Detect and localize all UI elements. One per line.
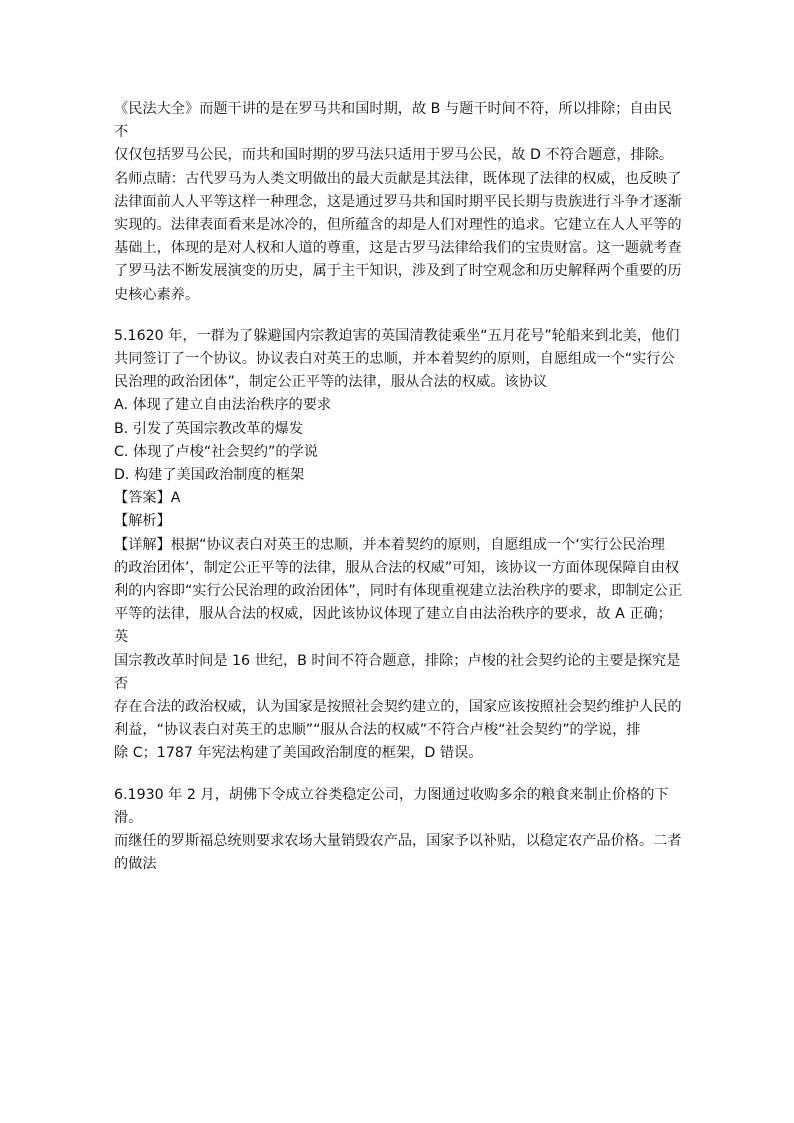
question-stem-line: 5.1620 年，一群为了躲避国内宗教迫害的英国清教徒乘坐“五月花号”轮船来到北美，他们 — [114, 327, 680, 344]
document-page — [114, 98, 684, 877]
teacher-note — [114, 168, 684, 307]
detail-line: 利的内容即“实行公民治理的政治团体”，同时有体现重视建立法治秩序的要求，即制定公正 — [114, 583, 683, 600]
q4-explanation-tail — [114, 98, 684, 168]
question-stem-line: 民治理的政治团体”，制定公正平等的法律，服从合法的权威。该协议 — [114, 374, 547, 391]
detail-line: 除 C；1787 年宪法构建了美国政治制度的框架，D 错误。 — [114, 745, 483, 762]
text-line: 名师点睛：古代罗马为人类文明做出的最大贡献是其法律，既体现了法律的权威，也反映了 — [114, 170, 682, 187]
analysis-label: 【解析】 — [114, 513, 171, 530]
detail-line: 国宗教改革时间是 16 世纪，B 时间不符合题意，排除；卢梭的社会契约论的主要是探究是否 — [114, 652, 681, 692]
spacer — [114, 766, 684, 784]
text-line: 仅仅包括罗马公民，而共和国时期的罗马法只适用于罗马公民，故 D 不符合题意，排除。 — [114, 147, 674, 164]
text-line: 实现的。法律表面看来是冰冷的，但所蕴含的却是人们对理性的追求。它建立在人人平等的 — [114, 217, 682, 234]
option-c: C. 体现了卢梭“社会契约”的学说 — [114, 443, 318, 460]
detail-line: 的政治团体’，制定公正平等的法律，服从合法的权威”可知，该协议一方面体现保障自由权 — [114, 559, 680, 576]
option-d: D. 构建了美国政治制度的框架 — [114, 467, 305, 484]
option-a: A. 体现了建立自由法治秩序的要求 — [114, 397, 332, 414]
answer-label: 【答案】A — [114, 490, 181, 507]
detail-line: 【详解】根据“协议表白对英王的忠顺，并本着契约的原则，自愿组成一个‘实行公民治理 — [114, 536, 665, 553]
detail-line: 利益，“协议表白对英王的忠顺”“服从合法的权威”不符合卢梭“社会契约”的学说，排 — [114, 722, 641, 739]
detail-line: 存在合法的政治权威，认为国家是按照社会契约建立的，国家应该按照社会契约维护人民的 — [114, 699, 682, 716]
text-line: 基础上，体现的是对人权和人道的尊重，这是古罗马法律给我们的宝贵财富。这一题就考查 — [114, 240, 682, 257]
spacer — [114, 307, 684, 325]
text-line: 法律面前人人平等这样一种理念，这是通过罗马共和国时期平民长期与贵族进行斗争才逐渐 — [114, 193, 682, 210]
text-line: 了罗马法不断发展演变的历史，属于主干知识，涉及到了时空观念和历史解释两个重要的历 — [114, 263, 682, 280]
question-6 — [114, 784, 684, 877]
text-line: 《民法大全》而题干讲的是在罗马共和国时期，故 B 与题干时间不符，所以排除；自由民不 — [114, 101, 672, 141]
text-line: 史核心素养。 — [114, 286, 200, 303]
question-5 — [114, 325, 684, 766]
question-stem-line: 共同签订了一个协议。协议表白对英王的忠顺，并本着契约的原则，自愿组成一个“实行公 — [114, 351, 675, 368]
question-stem-line: 的做法 — [114, 856, 157, 873]
option-b: B. 引发了英国宗教改革的爆发 — [114, 420, 304, 437]
detail-line: 平等的法律，服从合法的权威，因此该协议体现了建立自由法治秩序的要求，故 A 正确；英 — [114, 606, 672, 646]
question-stem-line: 而继任的罗斯福总统则要求农场大量销毁农产品，国家予以补贴，以稳定农产品价格。二者 — [114, 833, 682, 850]
question-stem-line: 6.1930 年 2 月，胡佛下令成立谷类稳定公司，力图通过收购多余的粮食来制止价格的下滑。 — [114, 786, 669, 826]
